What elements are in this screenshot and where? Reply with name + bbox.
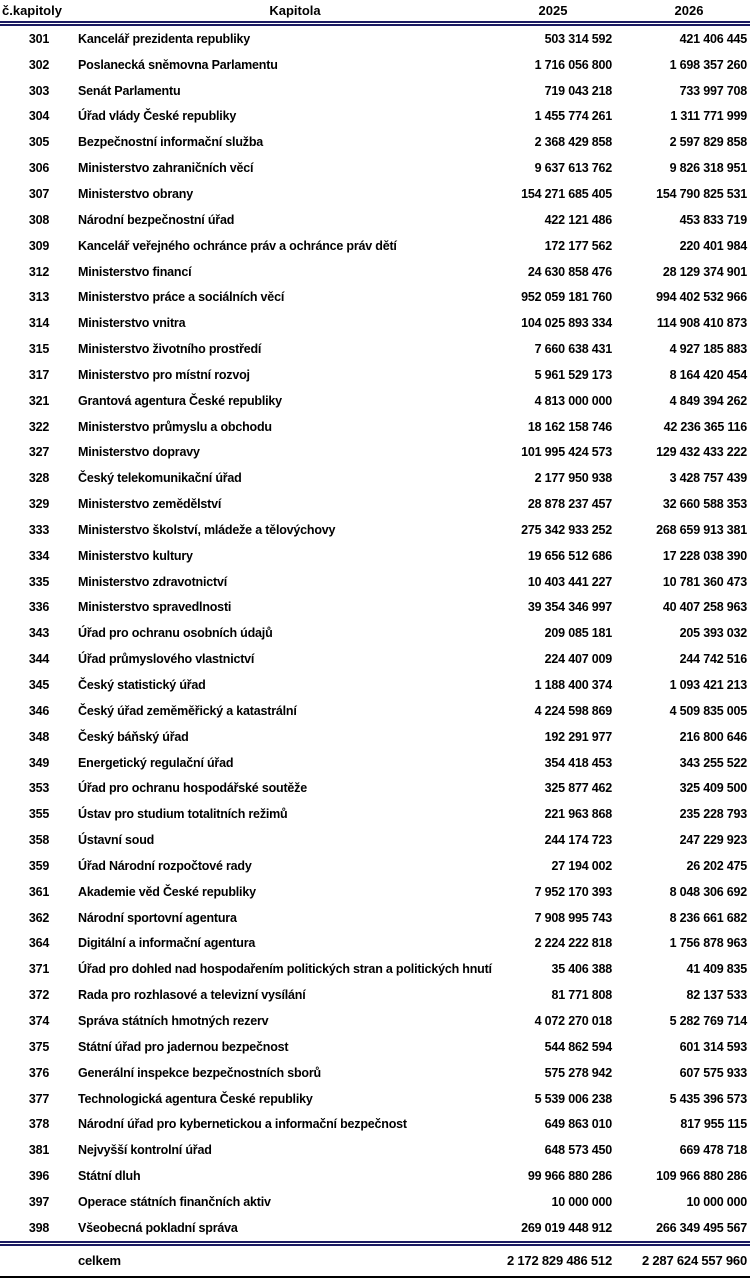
value-2026-cell: 235 228 793 bbox=[679, 807, 747, 822]
table-row bbox=[0, 362, 750, 388]
value-2026-cell: 669 478 718 bbox=[679, 1143, 747, 1158]
chapter-number-cell: 315 bbox=[28, 342, 50, 357]
table-row bbox=[0, 259, 750, 285]
chapter-number-cell: 374 bbox=[28, 1013, 50, 1028]
table-row bbox=[0, 620, 750, 646]
chapter-name-cell: Správa státních hmotných rezerv bbox=[78, 1013, 269, 1028]
value-2025-cell: 209 085 181 bbox=[544, 626, 612, 641]
chapter-number-cell: 312 bbox=[28, 264, 50, 279]
value-2025-cell: 99 966 880 286 bbox=[527, 1169, 612, 1184]
total-label: celkem bbox=[78, 1253, 121, 1269]
value-2025-cell: 269 019 448 912 bbox=[521, 1220, 612, 1235]
value-2026-cell: 421 406 445 bbox=[679, 31, 747, 46]
table-row bbox=[0, 78, 750, 104]
value-2025-cell: 19 656 512 686 bbox=[527, 548, 612, 563]
value-2025-cell: 354 418 453 bbox=[544, 755, 612, 770]
table-row bbox=[0, 775, 750, 801]
chapter-number-cell: 377 bbox=[28, 1091, 50, 1106]
chapter-number-cell: 333 bbox=[28, 522, 50, 537]
value-2025-cell: 2 177 950 938 bbox=[534, 471, 612, 486]
value-2026-cell: 994 402 532 966 bbox=[656, 290, 747, 305]
chapter-number-cell: 353 bbox=[28, 781, 50, 796]
table-row bbox=[0, 517, 750, 543]
chapter-number-cell: 328 bbox=[28, 471, 50, 486]
chapter-number-cell: 381 bbox=[28, 1143, 50, 1158]
chapter-number-cell: 327 bbox=[28, 445, 50, 460]
value-2025-cell: 2 368 429 858 bbox=[534, 135, 612, 150]
chapter-name-cell: Všeobecná pokladní správa bbox=[78, 1220, 238, 1235]
chapter-name-cell: Ministerstvo dopravy bbox=[78, 445, 200, 460]
chapter-name-cell: Národní bezpečnostní úřad bbox=[78, 212, 235, 227]
value-2026-cell: 4 509 835 005 bbox=[669, 703, 747, 718]
value-2026-cell: 5 435 396 573 bbox=[669, 1091, 747, 1106]
chapter-name-cell: Ministerstvo průmyslu a obchodu bbox=[78, 419, 272, 434]
value-2026-cell: 82 137 533 bbox=[686, 988, 747, 1003]
header-chapter-name: Kapitola bbox=[269, 3, 321, 18]
total-value-2025: 2 172 829 486 512 bbox=[506, 1253, 612, 1269]
value-2026-cell: 8 048 306 692 bbox=[669, 884, 747, 899]
chapter-name-cell: Český úřad zeměměřický a katastrální bbox=[78, 703, 297, 718]
chapter-name-cell: Úřad Národní rozpočtové rady bbox=[78, 858, 252, 873]
value-2026-cell: 129 432 433 222 bbox=[656, 445, 747, 460]
value-2025-cell: 4 813 000 000 bbox=[534, 393, 612, 408]
table-row bbox=[0, 595, 750, 621]
chapter-number-cell: 348 bbox=[28, 729, 50, 744]
chapter-name-cell: Energetický regulační úřad bbox=[78, 755, 234, 770]
table-row bbox=[0, 1137, 750, 1163]
chapter-name-cell: Ministerstvo vnitra bbox=[78, 316, 186, 331]
value-2026-cell: 114 908 410 873 bbox=[656, 316, 747, 331]
chapter-number-cell: 397 bbox=[28, 1194, 50, 1209]
value-2026-cell: 733 997 708 bbox=[679, 83, 747, 98]
value-2025-cell: 1 455 774 261 bbox=[534, 109, 612, 124]
chapter-name-cell: Kancelář prezidenta republiky bbox=[78, 31, 251, 46]
table-row bbox=[0, 1163, 750, 1189]
chapter-name-cell: Úřad pro ochranu hospodářské soutěže bbox=[78, 781, 307, 796]
table-row bbox=[0, 465, 750, 491]
value-2025-cell: 35 406 388 bbox=[551, 962, 612, 977]
chapter-number-cell: 306 bbox=[28, 161, 50, 176]
value-2025-cell: 172 177 562 bbox=[544, 238, 612, 253]
table-row bbox=[0, 905, 750, 931]
chapter-name-cell: Ministerstvo zemědělství bbox=[78, 497, 222, 512]
chapter-name-cell: Grantová agentura České republiky bbox=[78, 393, 282, 408]
table-row bbox=[0, 181, 750, 207]
value-2026-cell: 17 228 038 390 bbox=[662, 548, 747, 563]
value-2025-cell: 5 961 529 173 bbox=[534, 367, 612, 382]
chapter-number-cell: 358 bbox=[28, 833, 50, 848]
chapter-number-cell: 304 bbox=[28, 109, 50, 124]
value-2026-cell: 601 314 593 bbox=[679, 1039, 747, 1054]
table-row bbox=[0, 104, 750, 130]
table-row bbox=[0, 853, 750, 879]
table-body bbox=[0, 26, 750, 1241]
value-2025-cell: 81 771 808 bbox=[551, 988, 612, 1003]
value-2025-cell: 575 278 942 bbox=[544, 1065, 612, 1080]
chapter-name-cell: Kancelář veřejného ochránce práv a ochránce práv dětí bbox=[78, 238, 397, 253]
chapter-name-cell: Ústav pro studium totalitních režimů bbox=[78, 807, 288, 822]
table-row bbox=[0, 879, 750, 905]
table-row bbox=[0, 1189, 750, 1215]
table-row bbox=[0, 672, 750, 698]
value-2025-cell: 39 354 346 997 bbox=[527, 600, 612, 615]
chapter-number-cell: 343 bbox=[28, 626, 50, 641]
table-row bbox=[0, 233, 750, 259]
value-2026-cell: 3 428 757 439 bbox=[669, 471, 747, 486]
chapter-number-cell: 371 bbox=[28, 962, 50, 977]
chapter-name-cell: Operace státních finančních aktiv bbox=[78, 1194, 271, 1209]
chapter-name-cell: Poslanecká sněmovna Parlamentu bbox=[78, 57, 278, 72]
value-2025-cell: 952 059 181 760 bbox=[521, 290, 612, 305]
value-2026-cell: 4 927 185 883 bbox=[669, 342, 747, 357]
value-2026-cell: 8 164 420 454 bbox=[669, 367, 747, 382]
value-2025-cell: 244 174 723 bbox=[544, 833, 612, 848]
value-2025-cell: 9 637 613 762 bbox=[534, 161, 612, 176]
chapter-number-cell: 302 bbox=[28, 57, 50, 72]
chapter-number-cell: 372 bbox=[28, 988, 50, 1003]
chapter-number-cell: 336 bbox=[28, 600, 50, 615]
chapter-number-cell: 359 bbox=[28, 858, 50, 873]
table-row bbox=[0, 982, 750, 1008]
value-2025-cell: 24 630 858 476 bbox=[527, 264, 612, 279]
value-2025-cell: 10 403 441 227 bbox=[527, 574, 612, 589]
value-2025-cell: 18 162 158 746 bbox=[527, 419, 612, 434]
value-2025-cell: 27 194 002 bbox=[551, 858, 612, 873]
table-row bbox=[0, 646, 750, 672]
value-2026-cell: 9 826 318 951 bbox=[669, 161, 747, 176]
header-chapter-number: č.kapitoly bbox=[2, 3, 62, 18]
value-2026-cell: 325 409 500 bbox=[679, 781, 747, 796]
table-row bbox=[0, 155, 750, 181]
value-2026-cell: 343 255 522 bbox=[679, 755, 747, 770]
value-2026-cell: 4 849 394 262 bbox=[669, 393, 747, 408]
chapter-number-cell: 307 bbox=[28, 186, 50, 201]
value-2026-cell: 28 129 374 901 bbox=[662, 264, 747, 279]
chapter-number-cell: 308 bbox=[28, 212, 50, 227]
chapter-number-cell: 313 bbox=[28, 290, 50, 305]
chapter-name-cell: Akademie věd České republiky bbox=[78, 884, 256, 899]
value-2025-cell: 28 878 237 457 bbox=[527, 497, 612, 512]
value-2025-cell: 101 995 424 573 bbox=[521, 445, 612, 460]
value-2025-cell: 7 660 638 431 bbox=[534, 342, 612, 357]
value-2025-cell: 1 716 056 800 bbox=[534, 57, 612, 72]
value-2026-cell: 453 833 719 bbox=[679, 212, 747, 227]
chapter-number-cell: 329 bbox=[28, 497, 50, 512]
chapter-name-cell: Ministerstvo financí bbox=[78, 264, 192, 279]
value-2026-cell: 41 409 835 bbox=[686, 962, 747, 977]
value-2025-cell: 503 314 592 bbox=[544, 31, 612, 46]
table-bottom-border bbox=[0, 1276, 750, 1278]
value-2026-cell: 1 093 421 213 bbox=[669, 678, 747, 693]
value-2025-cell: 422 121 486 bbox=[544, 212, 612, 227]
chapter-number-cell: 335 bbox=[28, 574, 50, 589]
value-2025-cell: 325 877 462 bbox=[544, 781, 612, 796]
table-row bbox=[0, 440, 750, 466]
table-row bbox=[0, 1086, 750, 1112]
value-2026-cell: 247 229 923 bbox=[679, 833, 747, 848]
chapter-number-cell: 346 bbox=[28, 703, 50, 718]
value-2026-cell: 817 955 115 bbox=[680, 1117, 747, 1132]
table-row bbox=[0, 956, 750, 982]
chapter-name-cell: Ministerstvo pro místní rozvoj bbox=[78, 367, 250, 382]
table-row bbox=[0, 931, 750, 957]
value-2026-cell: 1 698 357 260 bbox=[669, 57, 747, 72]
chapter-number-cell: 355 bbox=[28, 807, 50, 822]
chapter-name-cell: Úřad průmyslového vlastnictví bbox=[78, 652, 255, 667]
table-row bbox=[0, 569, 750, 595]
total-row bbox=[0, 1246, 750, 1276]
table-row bbox=[0, 414, 750, 440]
table-row bbox=[0, 1008, 750, 1034]
value-2025-cell: 192 291 977 bbox=[544, 729, 612, 744]
table-row bbox=[0, 336, 750, 362]
chapter-name-cell: Ministerstvo spravedlnosti bbox=[78, 600, 232, 615]
chapter-name-cell: Senát Parlamentu bbox=[78, 83, 181, 98]
chapter-name-cell: Bezpečnostní informační služba bbox=[78, 135, 264, 150]
total-value-2026: 2 287 624 557 960 bbox=[641, 1253, 747, 1269]
chapter-number-cell: 375 bbox=[28, 1039, 50, 1054]
chapter-name-cell: Ministerstvo práce a sociálních věcí bbox=[78, 290, 285, 305]
chapter-name-cell: Generální inspekce bezpečnostních sborů bbox=[78, 1065, 321, 1080]
value-2025-cell: 10 000 000 bbox=[551, 1194, 612, 1209]
table-row bbox=[0, 310, 750, 336]
chapter-number-cell: 378 bbox=[28, 1117, 50, 1132]
chapter-number-cell: 322 bbox=[28, 419, 50, 434]
table-row bbox=[0, 1111, 750, 1137]
chapter-number-cell: 362 bbox=[28, 910, 50, 925]
value-2025-cell: 1 188 400 374 bbox=[534, 678, 612, 693]
value-2025-cell: 7 908 995 743 bbox=[534, 910, 612, 925]
chapter-name-cell: Úřad pro dohled nad hospodařením politických stran a politických hnutí bbox=[78, 962, 492, 977]
value-2026-cell: 8 236 661 682 bbox=[669, 910, 747, 925]
value-2026-cell: 10 000 000 bbox=[686, 1194, 747, 1209]
chapter-number-cell: 317 bbox=[28, 367, 50, 382]
value-2026-cell: 154 790 825 531 bbox=[656, 186, 747, 201]
chapter-name-cell: Rada pro rozhlasové a televizní vysílání bbox=[78, 988, 306, 1003]
table-row bbox=[0, 388, 750, 414]
chapter-name-cell: Ministerstvo školství, mládeže a tělovýchovy bbox=[78, 522, 336, 537]
value-2025-cell: 4 224 598 869 bbox=[534, 703, 612, 718]
table-row bbox=[0, 26, 750, 52]
chapter-name-cell: Národní úřad pro kybernetickou a informační bezpečnost bbox=[78, 1117, 407, 1132]
chapter-number-cell: 303 bbox=[28, 83, 50, 98]
table-row bbox=[0, 801, 750, 827]
chapter-name-cell: Ministerstvo zdravotnictví bbox=[78, 574, 227, 589]
value-2026-cell: 109 966 880 286 bbox=[656, 1169, 747, 1184]
chapter-number-cell: 398 bbox=[28, 1220, 50, 1235]
value-2025-cell: 544 862 594 bbox=[544, 1039, 612, 1054]
chapter-name-cell: Nejvyšší kontrolní úřad bbox=[78, 1143, 212, 1158]
value-2026-cell: 1 756 878 963 bbox=[669, 936, 747, 951]
table-row bbox=[0, 543, 750, 569]
chapter-name-cell: Digitální a informační agentura bbox=[78, 936, 256, 951]
table-row bbox=[0, 1034, 750, 1060]
chapter-name-cell: Úřad pro ochranu osobních údajů bbox=[78, 626, 273, 641]
chapter-number-cell: 344 bbox=[28, 652, 50, 667]
table-row bbox=[0, 750, 750, 776]
table-row bbox=[0, 129, 750, 155]
chapter-number-cell: 364 bbox=[28, 936, 50, 951]
header-year-2025: 2025 bbox=[538, 3, 568, 18]
value-2026-cell: 42 236 365 116 bbox=[663, 419, 747, 434]
chapter-number-cell: 349 bbox=[28, 755, 50, 770]
table-row bbox=[0, 491, 750, 517]
value-2025-cell: 2 224 222 818 bbox=[534, 936, 612, 951]
value-2026-cell: 205 393 032 bbox=[679, 626, 747, 641]
table-row bbox=[0, 827, 750, 853]
chapter-name-cell: Český telekomunikační úřad bbox=[78, 471, 242, 486]
chapter-number-cell: 321 bbox=[28, 393, 50, 408]
chapter-number-cell: 376 bbox=[28, 1065, 50, 1080]
value-2026-cell: 5 282 769 714 bbox=[669, 1013, 747, 1028]
chapter-name-cell: Ministerstvo životního prostředí bbox=[78, 342, 262, 357]
value-2026-cell: 244 742 516 bbox=[679, 652, 747, 667]
value-2025-cell: 221 963 868 bbox=[544, 807, 612, 822]
chapter-name-cell: Český báňský úřad bbox=[78, 729, 189, 744]
table-header-row bbox=[0, 0, 750, 21]
table-row bbox=[0, 1060, 750, 1086]
chapter-name-cell: Ministerstvo obrany bbox=[78, 186, 193, 201]
chapter-name-cell: Státní dluh bbox=[78, 1169, 141, 1184]
value-2025-cell: 154 271 685 405 bbox=[521, 186, 612, 201]
chapter-number-cell: 309 bbox=[28, 238, 50, 253]
value-2026-cell: 2 597 829 858 bbox=[669, 135, 747, 150]
value-2025-cell: 649 863 010 bbox=[544, 1117, 612, 1132]
value-2026-cell: 607 575 933 bbox=[679, 1065, 747, 1080]
chapter-number-cell: 334 bbox=[28, 548, 50, 563]
value-2026-cell: 32 660 588 353 bbox=[662, 497, 747, 512]
chapter-name-cell: Ministerstvo zahraničních věcí bbox=[78, 161, 254, 176]
value-2026-cell: 10 781 360 473 bbox=[662, 574, 747, 589]
chapter-name-cell: Ministerstvo kultury bbox=[78, 548, 193, 563]
chapter-name-cell: Státní úřad pro jadernou bezpečnost bbox=[78, 1039, 289, 1054]
table-row bbox=[0, 698, 750, 724]
table-row bbox=[0, 724, 750, 750]
chapter-number-cell: 361 bbox=[28, 884, 50, 899]
value-2026-cell: 266 349 495 567 bbox=[656, 1220, 747, 1235]
value-2026-cell: 26 202 475 bbox=[686, 858, 747, 873]
table-row bbox=[0, 207, 750, 233]
value-2025-cell: 4 072 270 018 bbox=[534, 1013, 612, 1028]
header-year-2026: 2026 bbox=[674, 3, 704, 18]
chapter-name-cell: Ústavní soud bbox=[78, 833, 155, 848]
value-2026-cell: 216 800 646 bbox=[679, 729, 747, 744]
value-2026-cell: 268 659 913 381 bbox=[656, 522, 747, 537]
value-2025-cell: 275 342 933 252 bbox=[521, 522, 612, 537]
value-2026-cell: 1 311 771 999 bbox=[670, 109, 747, 124]
value-2026-cell: 40 407 258 963 bbox=[662, 600, 747, 615]
table-row bbox=[0, 284, 750, 310]
chapter-name-cell: Úřad vlády České republiky bbox=[78, 109, 237, 124]
chapter-number-cell: 314 bbox=[28, 316, 50, 331]
chapter-name-cell: Národní sportovní agentura bbox=[78, 910, 237, 925]
chapter-number-cell: 345 bbox=[28, 678, 50, 693]
chapter-number-cell: 396 bbox=[28, 1169, 50, 1184]
chapter-name-cell: Český statistický úřad bbox=[78, 678, 206, 693]
table-row bbox=[0, 1215, 750, 1241]
chapter-number-cell: 301 bbox=[28, 31, 50, 46]
chapter-number-cell: 305 bbox=[28, 135, 50, 150]
value-2025-cell: 719 043 218 bbox=[544, 83, 612, 98]
value-2025-cell: 104 025 893 334 bbox=[521, 316, 612, 331]
value-2025-cell: 7 952 170 393 bbox=[534, 884, 612, 899]
value-2025-cell: 224 407 009 bbox=[544, 652, 612, 667]
value-2025-cell: 5 539 006 238 bbox=[534, 1091, 612, 1106]
chapter-name-cell: Technologická agentura České republiky bbox=[78, 1091, 313, 1106]
value-2025-cell: 648 573 450 bbox=[544, 1143, 612, 1158]
table-row bbox=[0, 52, 750, 78]
value-2026-cell: 220 401 984 bbox=[679, 238, 747, 253]
